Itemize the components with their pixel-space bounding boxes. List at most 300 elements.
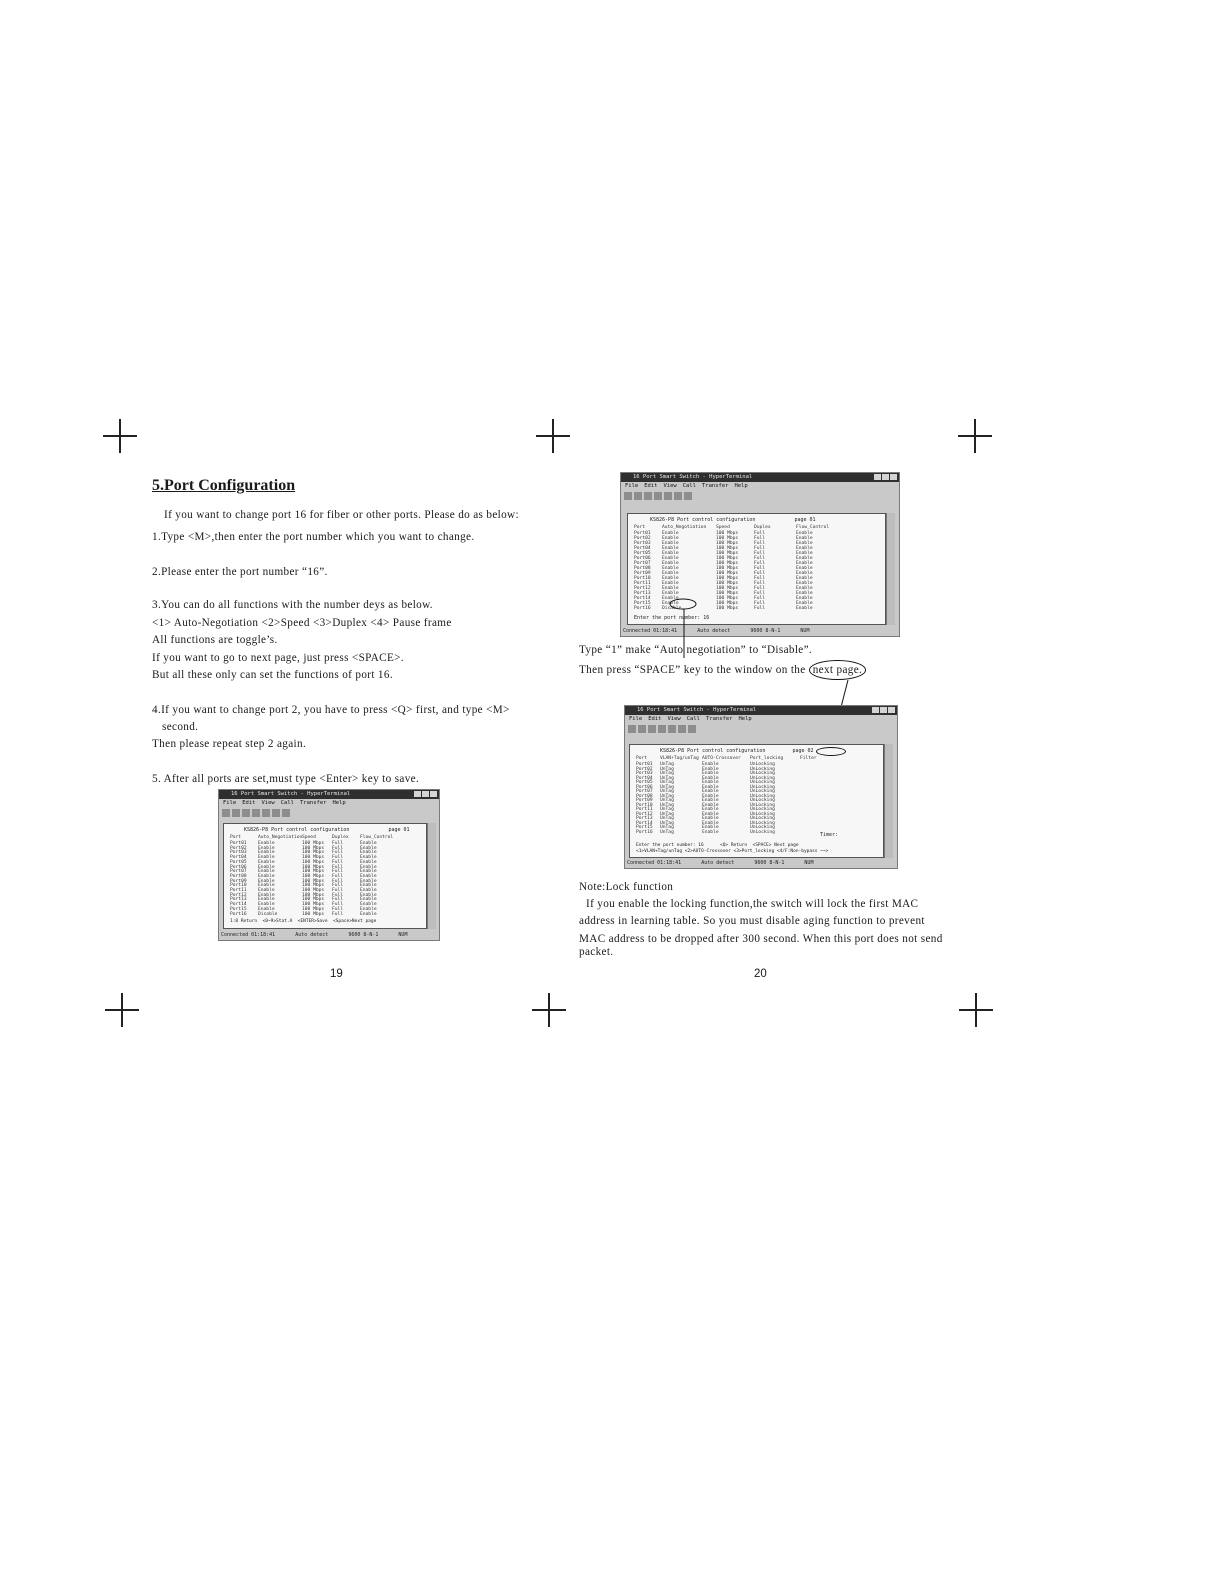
terminal-screen (629, 744, 884, 858)
table-cell: 100 Mbps (716, 586, 739, 591)
table-cell: Enable (702, 789, 719, 794)
table-cell: Port06 (634, 556, 651, 561)
receive-icon (674, 492, 682, 500)
table-cell: 100 Mbps (302, 864, 325, 870)
table-cell: UnLocking (750, 807, 775, 812)
menu-bar (629, 716, 752, 723)
table-cell: 100 Mbps (302, 892, 325, 898)
table-cell: Enable (360, 845, 377, 851)
table-cell: Port10 (636, 802, 653, 808)
table-cell: Enable (360, 897, 377, 903)
table-cell: 100 Mbps (716, 541, 739, 546)
menu-bar (625, 483, 748, 490)
table-cell: Enable (796, 586, 813, 591)
table-cell: Full (332, 878, 344, 884)
note-line-2: address in learning table. So you must disable aging function to prevent (579, 915, 925, 927)
table-cell: 100 Mbps (716, 596, 739, 601)
table-cell: Enable (702, 780, 719, 785)
table-cell: Full (332, 855, 344, 861)
toolbar (628, 725, 696, 734)
table-cell: Enable (360, 911, 377, 917)
step-2: 2.Please enter the port number “16”. (152, 566, 328, 578)
table-cell: Port12 (230, 892, 247, 898)
table-cell: Port10 (634, 576, 651, 581)
table-cell: Full (754, 546, 766, 551)
table-cell: 100 Mbps (302, 873, 325, 879)
step-3-line-3: All functions are toggle’s. (152, 634, 278, 646)
menu-file: File (629, 716, 643, 722)
caption-2 (579, 663, 866, 677)
table-cell: Enable (702, 766, 719, 772)
table-cell: Full (754, 596, 766, 601)
table-cell: Enable (662, 591, 679, 596)
table-cell: Enable (796, 546, 813, 551)
table-cell: Port16 (230, 911, 247, 917)
note-line-4: packet. (579, 946, 614, 958)
step-3-line-2: <1> Auto-Negotiation <2>Speed <3>Duplex <4> Pause frame (152, 617, 452, 629)
table-cell: Enable (360, 883, 377, 889)
table-cell: Port07 (230, 869, 247, 875)
table-cell: Enable (702, 811, 719, 817)
table-cell: 100 Mbps (716, 551, 739, 556)
terminal-header: KS826-P8 Port control configuration page 01 (650, 517, 816, 523)
menu-transfer: Transfer (702, 483, 729, 489)
table-cell: Full (754, 586, 766, 591)
table-cell: Enable (702, 829, 719, 835)
table-cell: UnLocking (750, 771, 775, 776)
table-cell: Enable (360, 859, 377, 865)
table-cell: UnTag (660, 780, 674, 785)
table-cell: UnLocking (750, 811, 775, 817)
table-cell: UnTag (660, 784, 674, 790)
menu-view: View (663, 483, 677, 489)
table-cell: Disable (662, 606, 682, 611)
new-icon (624, 492, 632, 500)
menu-call: Call (686, 716, 700, 722)
table-cell: Enable (258, 883, 275, 889)
table-cell: Full (754, 541, 766, 546)
disconnect-icon (242, 809, 250, 817)
table-cell: Port06 (636, 784, 653, 790)
table-cell: Enable (796, 601, 813, 606)
table-cell: Full (332, 911, 344, 917)
table-cell: Full (332, 859, 344, 865)
menu-transfer: Transfer (300, 800, 327, 806)
table-cell: UnTag (660, 793, 674, 799)
table-cell: 100 Mbps (716, 531, 739, 536)
table-cell: Enable (702, 820, 719, 826)
menu-bar (223, 800, 346, 807)
table-cell: Port12 (634, 586, 651, 591)
table-cell: Enable (360, 878, 377, 884)
table-cell: Port11 (636, 807, 653, 812)
table-cell: Enable (702, 816, 719, 821)
table-cell: Port14 (634, 596, 651, 601)
table-cell: Enable (360, 873, 377, 879)
table-cell: Enable (702, 775, 719, 781)
crop-mark (536, 419, 570, 453)
table-cell: Enable (360, 892, 377, 898)
table-cell: Port06 (230, 864, 247, 870)
terminal-prompt-2: <1>VLAN+Tag/unTag <2>AUTO-Crossover <3>Port_locking <4/F:Non-bypass ~~> (636, 849, 829, 854)
table-cell: Enable (258, 902, 275, 908)
close-icon (430, 791, 437, 797)
crop-mark (105, 993, 139, 1027)
table-cell: Enable (662, 596, 679, 601)
disconnect-icon (644, 492, 652, 500)
crop-mark (532, 993, 566, 1027)
table-cell: Full (754, 601, 766, 606)
note-line-1: If you enable the locking function,the switch will lock the first MAC (586, 898, 919, 910)
table-cell: Enable (662, 581, 679, 586)
timer-label: Timer: (820, 832, 842, 838)
table-cell: 100 Mbps (716, 606, 739, 611)
table-cell: UnLocking (750, 829, 775, 835)
caption-2-text: Then press “SPACE” key to the window on the (579, 664, 806, 676)
table-cell: Enable (702, 784, 719, 790)
table-cell: Full (332, 850, 344, 856)
table-cell: Full (332, 845, 344, 851)
table-cell: Enable (702, 802, 719, 808)
terminal-header: KS826-P8 Port control configuration page 01 (244, 827, 410, 833)
terminal-screenshot-save (218, 789, 440, 941)
table-cell: 100 Mbps (302, 906, 325, 912)
table-cell: Port15 (636, 825, 653, 830)
table-cell: 100 Mbps (716, 546, 739, 551)
menu-edit: Edit (644, 483, 658, 489)
table-cell: Enable (662, 546, 679, 551)
crop-mark (958, 419, 992, 453)
table-cell: 100 Mbps (302, 888, 325, 893)
menu-edit: Edit (242, 800, 256, 806)
call-icon (658, 725, 666, 733)
table-cell: UnTag (660, 771, 674, 776)
table-cell: 100 Mbps (302, 911, 325, 917)
table-cell: Port11 (634, 581, 651, 586)
table-cell: UnLocking (750, 793, 775, 799)
table-cell: Full (332, 906, 344, 912)
step-3-line-5: But all these only can set the functions of port 16. (152, 669, 393, 681)
send-icon (262, 809, 270, 817)
table-cell: UnLocking (750, 775, 775, 781)
table-cell: Port04 (636, 775, 653, 781)
table-cell: UnLocking (750, 789, 775, 794)
terminal-screenshot-port-locking (624, 705, 898, 869)
caption-2-circled: next page. (809, 660, 866, 680)
open-icon (232, 809, 240, 817)
table-cell: UnLocking (750, 766, 775, 772)
table-cell: UnTag (660, 807, 674, 812)
menu-help: Help (332, 800, 346, 806)
table-cell: Full (754, 531, 766, 536)
window-titlebar (621, 473, 899, 482)
table-cell: Port08 (230, 873, 247, 879)
intro-text: If you want to change port 16 for fiber or other ports. Please do as below: (164, 509, 519, 521)
table-cell: Port05 (230, 859, 247, 865)
menu-help: Help (738, 716, 752, 722)
crop-mark (103, 419, 137, 453)
table-cell: Port09 (634, 571, 651, 576)
new-icon (222, 809, 230, 817)
table-cell: Port11 (230, 888, 247, 893)
table-cell: Full (754, 536, 766, 541)
table-cell: Port15 (634, 601, 651, 606)
page-title: 5.Port Configuration (152, 477, 296, 494)
table-cell: Enable (702, 807, 719, 812)
table-cell: Full (754, 556, 766, 561)
table-cell: Port09 (636, 798, 653, 803)
table-cell: Full (332, 873, 344, 879)
table-cell: Full (754, 566, 766, 571)
page-number-left: 19 (330, 968, 343, 980)
note-title: Note:Lock function (579, 881, 674, 893)
table-cell: Enable (702, 771, 719, 776)
terminal-prompt-1: Enter the port number: 16 <Q> Return <SPACE> Next page (636, 843, 799, 848)
table-cell: Enable (662, 541, 679, 546)
table-cell: 100 Mbps (302, 841, 325, 846)
step-3-line-4: If you want to go to next page, just press <SPACE>. (152, 652, 404, 664)
table-cell: Port10 (230, 883, 247, 889)
caption-1: Type “1” make “Auto negotiation” to “Disable”. (579, 644, 813, 656)
table-cell: Enable (796, 596, 813, 601)
table-cell: UnLocking (750, 798, 775, 803)
table-cell: Enable (662, 556, 679, 561)
table-cell: UnTag (660, 762, 674, 767)
table-cell: Port04 (230, 855, 247, 861)
menu-file: File (223, 800, 237, 806)
table-cell: UnTag (660, 798, 674, 803)
menu-call: Call (280, 800, 294, 806)
table-cell: Enable (258, 855, 275, 861)
table-cell: Enable (360, 906, 377, 912)
step-3-line-1: 3.You can do all functions with the number deys as below. (152, 599, 433, 611)
table-cell: 100 Mbps (716, 556, 739, 561)
close-icon (888, 707, 895, 713)
terminal-prompt: 1:0 Return <0~9>Stat.A <ENTER>Save <Space>Next page (230, 919, 377, 924)
table-cell: UnLocking (750, 784, 775, 790)
table-cell: Full (332, 864, 344, 870)
table-cell: Enable (702, 762, 719, 767)
minimize-icon (414, 791, 421, 797)
table-cell: UnLocking (750, 802, 775, 808)
table-cell: 100 Mbps (716, 591, 739, 596)
table-cell: 100 Mbps (716, 566, 739, 571)
properties-icon (684, 492, 692, 500)
table-cell: Disable (258, 911, 278, 917)
step-4-line-3: Then please repeat step 2 again. (152, 738, 307, 750)
column-headers: Port Auto_NegotiationSpeed Duplex Flow_Control (230, 835, 394, 840)
table-cell: 100 Mbps (716, 581, 739, 586)
table-cell: Full (754, 571, 766, 576)
menu-view: View (667, 716, 681, 722)
send-icon (668, 725, 676, 733)
call-icon (654, 492, 662, 500)
terminal-header: KS826-P8 Port control configuration page 02 (660, 748, 814, 754)
table-cell: Enable (360, 869, 377, 875)
table-cell: Enable (702, 793, 719, 799)
table-row (636, 830, 800, 835)
status-bar: Connected 01:18:41 Auto detect 9600 8-N-1 NUM (221, 932, 408, 938)
table-cell: UnLocking (750, 816, 775, 821)
table-cell: Port07 (634, 561, 651, 566)
step-1: 1.Type <M>,then enter the port number which you want to change. (152, 531, 475, 543)
table-cell: Enable (662, 536, 679, 541)
table-cell: Full (332, 888, 344, 893)
toolbar (222, 809, 290, 818)
table-cell: Full (332, 892, 344, 898)
window-title: 16 Port Smart Switch - HyperTerminal (231, 791, 351, 797)
table-cell: Enable (258, 878, 275, 884)
status-bar: Connected 01:18:41 Auto detect 9600 8-N-1 NUM (623, 628, 810, 634)
receive-icon (678, 725, 686, 733)
menu-transfer: Transfer (706, 716, 733, 722)
table-cell: UnTag (660, 820, 674, 826)
table-cell: Port16 (636, 829, 653, 835)
table-cell: 100 Mbps (302, 883, 325, 889)
table-cell: UnTag (660, 825, 674, 830)
table-cell: Port14 (636, 820, 653, 826)
table-cell: Full (754, 576, 766, 581)
table-cell: Enable (796, 556, 813, 561)
open-icon (634, 492, 642, 500)
table-cell: 100 Mbps (716, 576, 739, 581)
window-titlebar (219, 790, 439, 799)
maximize-icon (880, 707, 887, 713)
minimize-icon (874, 474, 881, 480)
table-cell: 100 Mbps (302, 845, 325, 851)
table-cell: Port01 (634, 531, 651, 536)
table-row (230, 912, 390, 917)
table-cell: Port02 (634, 536, 651, 541)
table-cell: Enable (796, 531, 813, 536)
table-cell: Enable (662, 571, 679, 576)
table-cell: Port13 (636, 816, 653, 821)
status-bar: Connected 01:18:41 Auto detect 9600 8-N-1 NUM (627, 860, 814, 866)
table-cell: Enable (360, 864, 377, 870)
table-cell: Full (754, 551, 766, 556)
table-cell: Port13 (230, 897, 247, 903)
table-cell: UnTag (660, 789, 674, 794)
table-cell: Enable (258, 906, 275, 912)
table-cell: UnTag (660, 816, 674, 821)
table-cell: UnLocking (750, 820, 775, 826)
toolbar (624, 492, 692, 501)
table-cell: Port16 (634, 606, 651, 611)
table-cell: Enable (796, 581, 813, 586)
table-cell: Full (754, 606, 766, 611)
call-icon (252, 809, 260, 817)
table-cell: Full (332, 883, 344, 889)
table-cell: Enable (258, 845, 275, 851)
callout-ellipse (670, 599, 696, 609)
table-cell: UnTag (660, 766, 674, 772)
disconnect-icon (648, 725, 656, 733)
window-title: 16 Port Smart Switch - HyperTerminal (637, 707, 757, 713)
table-cell: 100 Mbps (302, 855, 325, 861)
table-cell: Enable (662, 531, 679, 536)
table-cell: Enable (360, 902, 377, 908)
table-cell: 100 Mbps (302, 850, 325, 856)
terminal-prompt: Enter the port number: 16 (634, 615, 710, 621)
table-cell: Enable (360, 855, 377, 861)
table-cell: Enable (258, 841, 275, 846)
table-cell: UnTag (660, 811, 674, 817)
table-cell: Port01 (230, 841, 247, 846)
table-cell: UnTag (660, 829, 674, 835)
menu-view: View (261, 800, 275, 806)
menu-call: Call (682, 483, 696, 489)
table-cell: 100 Mbps (302, 897, 325, 903)
table-cell: Enable (662, 561, 679, 566)
receive-icon (272, 809, 280, 817)
table-cell: Enable (662, 586, 679, 591)
table-cell: Enable (796, 566, 813, 571)
table-cell: Enable (702, 825, 719, 830)
table-cell: Enable (796, 576, 813, 581)
table-cell: Port08 (636, 793, 653, 799)
minimize-icon (872, 707, 879, 713)
table-cell: Enable (258, 864, 275, 870)
table-cell: Port15 (230, 906, 247, 912)
table-cell: Port12 (636, 811, 653, 817)
table-cell: Enable (662, 551, 679, 556)
table-cell: Enable (258, 888, 275, 893)
table-cell: Enable (662, 566, 679, 571)
send-icon (664, 492, 672, 500)
table-cell: Port02 (230, 845, 247, 851)
table-cell: Port02 (636, 766, 653, 772)
table-cell: Port09 (230, 878, 247, 884)
table-cell: Full (754, 581, 766, 586)
table-cell: Port08 (634, 566, 651, 571)
step-5: 5. After all ports are set,must type <Enter> key to save. (152, 773, 420, 785)
table-cell: Enable (360, 888, 377, 893)
table-cell: UnLocking (750, 762, 775, 767)
crop-mark (959, 993, 993, 1027)
table-cell: 100 Mbps (716, 536, 739, 541)
step-4-line-1: 4.If you want to change port 2, you have to press <Q> first, and type <M> (152, 704, 510, 716)
properties-icon (282, 809, 290, 817)
table-cell: Enable (258, 850, 275, 856)
table-cell: Full (754, 591, 766, 596)
table-cell: Enable (796, 606, 813, 611)
table-cell: Enable (796, 591, 813, 596)
page-indicator-ellipse (816, 747, 846, 756)
column-headers: Port VLAN+Tag/unTag AUTO-Crossover Port_locking Filter (636, 756, 817, 761)
close-icon (890, 474, 897, 480)
table-cell: Port03 (636, 771, 653, 776)
table-cell: 100 Mbps (716, 601, 739, 606)
new-icon (628, 725, 636, 733)
vertical-scrollbar (427, 823, 436, 929)
table-cell: Enable (360, 850, 377, 856)
table-cell: Port14 (230, 902, 247, 908)
maximize-icon (422, 791, 429, 797)
table-cell: Enable (662, 601, 679, 606)
table-cell: Enable (796, 551, 813, 556)
table-cell: UnTag (660, 775, 674, 781)
vertical-scrollbar (884, 744, 893, 858)
window-titlebar (625, 706, 897, 715)
table-cell: 100 Mbps (302, 859, 325, 865)
step-4-line-2: second. (162, 721, 199, 733)
table-cell: UnTag (660, 802, 674, 808)
table-cell: Port05 (634, 551, 651, 556)
table-cell: Enable (796, 541, 813, 546)
table-cell: Enable (662, 576, 679, 581)
note-line-3: MAC address to be dropped after 300 second. When this port does not send (579, 933, 943, 945)
menu-file: File (625, 483, 639, 489)
